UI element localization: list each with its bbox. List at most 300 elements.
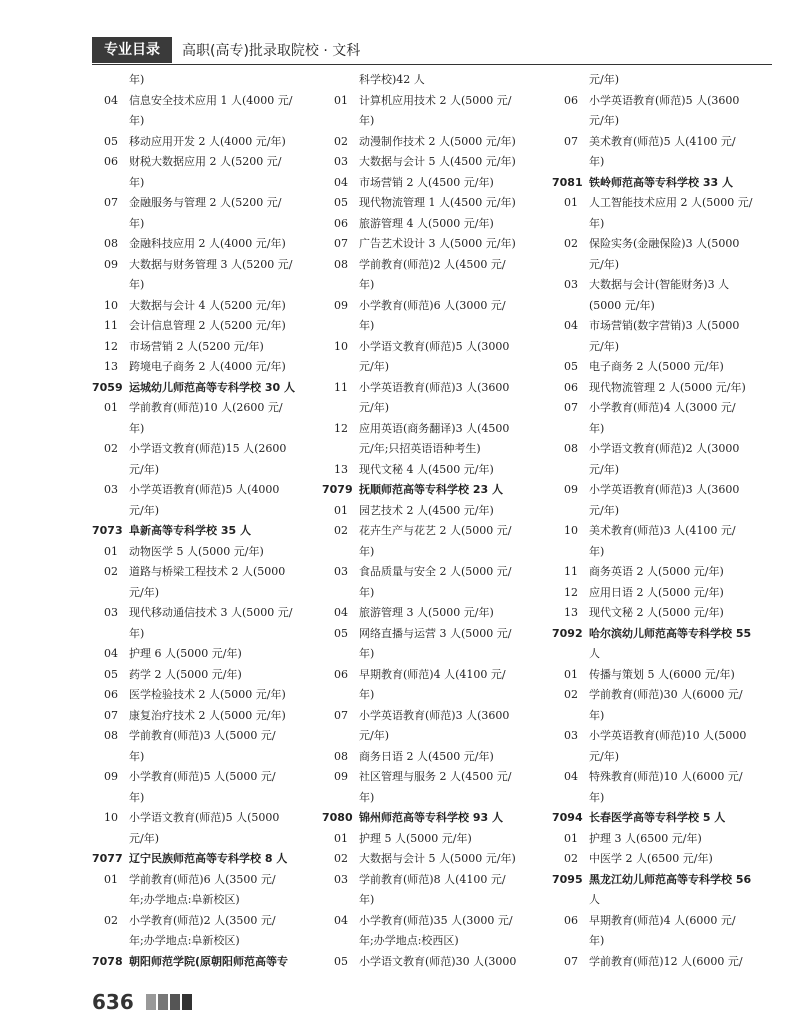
entry-text: 年) [359, 114, 375, 127]
major-entry [552, 275, 777, 296]
column-1 [92, 70, 317, 972]
major-entry [92, 542, 317, 563]
entry-text: 药学 2 人(5000 元/年) [129, 667, 242, 681]
entry-text: 元/年) [129, 462, 159, 476]
school-name: 黑龙江幼儿师范高等专科学校 56 [589, 872, 752, 886]
major-code: 01 [334, 831, 348, 845]
school-heading [92, 952, 317, 973]
major-code: 12 [104, 339, 118, 353]
entry-text: 大数据与财务管理 3 人(5200 元/ [129, 257, 293, 271]
major-entry [92, 603, 317, 624]
major-entry [322, 521, 547, 542]
header-rule [92, 64, 772, 65]
entry-continuation [322, 111, 547, 132]
major-entry [552, 562, 777, 583]
school-heading [92, 849, 317, 870]
major-code: 06 [104, 155, 118, 168]
entry-text: 商务英语 2 人(5000 元/年) [589, 565, 724, 578]
school-name: 运城幼儿师范高等专科学校 30 人 [129, 380, 295, 394]
entry-text: 现代文秘 4 人(4500 元/年) [359, 462, 494, 476]
major-code [552, 706, 589, 727]
school-heading [322, 480, 547, 501]
major-entry [552, 521, 777, 542]
entry-text: 现代文秘 2 人(5000 元/年) [589, 606, 724, 619]
entry-text: 年) [359, 278, 375, 291]
school-name: 哈尔滨幼儿师范高等专科学校 55 [589, 626, 752, 640]
major-code: 05 [104, 134, 118, 148]
school-name: 长春医学高等专科学校 5 人 [589, 811, 726, 824]
major-code: 12 [334, 421, 348, 435]
entry-text: 现代物流管理 1 人(4500 元/年) [359, 196, 516, 209]
entry-text: 市场营销(数字营销)3 人(5000 [589, 319, 740, 332]
major-code [92, 173, 129, 194]
column-3 [552, 70, 777, 972]
entry-text: 小学英语教育(师范)3 人(3600 [589, 483, 740, 496]
major-code [552, 152, 589, 173]
major-entry [92, 562, 317, 583]
entry-continuation [552, 70, 777, 91]
major-entry [322, 132, 547, 153]
major-entry [92, 316, 317, 337]
entry-text: 元/年) [359, 401, 389, 414]
major-entry [92, 152, 317, 173]
major-entry [322, 747, 547, 768]
major-code: 02 [104, 913, 118, 927]
entry-text: 元/年) [589, 114, 619, 127]
major-entry [322, 296, 547, 317]
major-entry [92, 255, 317, 276]
major-code: 13 [564, 606, 578, 619]
major-code [322, 275, 359, 296]
entry-continuation [552, 152, 777, 173]
entry-text: 商务日语 2 人(4500 元/年) [359, 749, 494, 763]
major-code: 06 [564, 93, 578, 107]
entry-text: 小学英语教育(师范)5 人(4000 [129, 483, 280, 496]
entry-text: 小学英语教育(师范)10 人(5000 [589, 729, 747, 742]
entry-text: 学前教育(师范)6 人(3500 元/ [129, 872, 276, 886]
major-code [322, 644, 359, 665]
major-code: 10 [564, 524, 578, 537]
entry-continuation [92, 931, 317, 952]
entry-continuation [92, 890, 317, 911]
major-code [322, 542, 359, 563]
entry-text: 年) [129, 175, 145, 189]
entry-text: 年) [359, 585, 375, 599]
entry-text: 社区管理与服务 2 人(4500 元/ [359, 770, 512, 783]
major-code [92, 460, 129, 481]
major-entry [322, 255, 547, 276]
major-code [322, 726, 359, 747]
major-code [552, 296, 589, 317]
major-code: 04 [334, 913, 348, 927]
major-code: 05 [104, 667, 118, 681]
major-code: 06 [104, 688, 118, 701]
major-code [322, 931, 359, 952]
major-code: 07 [104, 196, 118, 209]
major-entry [92, 911, 317, 932]
section-subtitle: 高职(高专)批录取院校 · 文科 [182, 43, 361, 59]
entry-continuation [92, 70, 317, 91]
entry-text: 食品质量与安全 2 人(5000 元/ [359, 565, 512, 578]
major-code: 04 [564, 319, 578, 332]
major-code: 02 [564, 688, 578, 701]
major-code: 07 [334, 237, 348, 250]
entry-continuation [552, 296, 777, 317]
major-entry [92, 439, 317, 460]
major-code [92, 583, 129, 604]
entry-continuation [92, 214, 317, 235]
major-code [92, 70, 129, 91]
major-code [552, 255, 589, 276]
major-entry [552, 91, 777, 112]
major-entry [552, 480, 777, 501]
page-header [92, 37, 360, 63]
major-entry [322, 378, 547, 399]
entry-continuation [322, 685, 547, 706]
major-entry [92, 193, 317, 214]
entry-text: 小学英语教育(师范)3 人(3600 [359, 380, 510, 394]
major-entry [322, 829, 547, 850]
major-code: 07 [564, 954, 578, 968]
major-entry [552, 583, 777, 604]
major-entry [92, 296, 317, 317]
school-code: 7095 [552, 872, 583, 886]
entry-text: 年) [129, 790, 145, 804]
footer-bar [158, 994, 168, 1010]
school-code: 7077 [92, 852, 123, 865]
major-entry [322, 337, 547, 358]
entry-text: 科学校)42 人 [359, 73, 425, 86]
entry-text: 元/年) [589, 749, 619, 763]
entry-text: 年) [589, 790, 605, 804]
major-entry [322, 460, 547, 481]
entry-text: 年) [129, 626, 145, 640]
major-code [92, 829, 129, 850]
entry-text: 护理 5 人(5000 元/年) [359, 831, 472, 845]
major-entry [322, 173, 547, 194]
entry-text: 财税大数据应用 2 人(5200 元/ [129, 155, 282, 168]
major-code [552, 460, 589, 481]
entry-text: 元/年) [589, 462, 619, 476]
entry-continuation [322, 583, 547, 604]
entry-text: 应用日语 2 人(5000 元/年) [589, 585, 724, 599]
major-code: 04 [104, 93, 118, 107]
school-code: 7079 [322, 483, 353, 496]
entry-text: 元/年) [129, 831, 159, 845]
entry-text: 人工智能技术应用 2 人(5000 元/ [589, 196, 753, 209]
major-code: 11 [334, 380, 348, 394]
entry-text: 人 [589, 893, 600, 906]
major-code: 03 [104, 483, 118, 496]
major-code [552, 644, 589, 665]
major-code [552, 890, 589, 911]
major-code: 01 [334, 93, 348, 107]
major-entry [92, 357, 317, 378]
major-code [552, 214, 589, 235]
major-entry [322, 767, 547, 788]
major-entry [552, 378, 777, 399]
entry-text: 现代移动通信技术 3 人(5000 元/ [129, 606, 293, 619]
entry-text: 人 [589, 647, 600, 660]
major-code: 01 [564, 667, 578, 681]
major-entry [322, 152, 547, 173]
major-code: 10 [104, 811, 118, 824]
major-code [322, 890, 359, 911]
major-entry [552, 952, 777, 973]
entry-continuation [552, 337, 777, 358]
entry-text: 金融服务与管理 2 人(5200 元/ [129, 196, 282, 209]
entry-text: 跨境电子商务 2 人(4000 元/年) [129, 360, 286, 373]
major-entry [552, 132, 777, 153]
school-heading [552, 173, 777, 194]
major-code [92, 419, 129, 440]
major-entry [322, 870, 547, 891]
entry-continuation [552, 460, 777, 481]
major-entry [552, 357, 777, 378]
major-code [92, 747, 129, 768]
entry-text: 网络直播与运营 3 人(5000 元/ [359, 626, 512, 640]
major-code: 09 [334, 770, 348, 783]
entry-text: 年) [589, 216, 605, 230]
major-code [322, 685, 359, 706]
entry-continuation [92, 173, 317, 194]
footer-bars [146, 994, 194, 1010]
school-heading [552, 624, 777, 645]
major-code: 05 [334, 196, 348, 209]
entry-text: 中医学 2 人(6500 元/年) [589, 852, 713, 865]
school-name: 锦州师范高等专科学校 93 人 [359, 811, 503, 824]
entry-text: 元/年;只招英语语种考生) [359, 442, 481, 455]
entry-text: 元/年) [589, 503, 619, 517]
major-entry [322, 665, 547, 686]
entry-continuation [92, 419, 317, 440]
major-code [322, 788, 359, 809]
major-entry [322, 911, 547, 932]
entry-text: 小学教育(师范)6 人(3000 元/ [359, 298, 506, 312]
major-code: 05 [564, 360, 578, 373]
footer-bar [170, 994, 180, 1010]
entry-continuation [322, 542, 547, 563]
entry-text: 信息安全技术应用 1 人(4000 元/ [129, 93, 293, 107]
major-code [92, 501, 129, 522]
major-code: 01 [104, 544, 118, 558]
major-entry [92, 398, 317, 419]
entry-text: 小学教育(师范)4 人(3000 元/ [589, 401, 736, 414]
major-entry [322, 849, 547, 870]
major-code: 10 [334, 339, 348, 353]
major-code: 09 [104, 770, 118, 783]
major-code: 08 [104, 729, 118, 742]
entry-text: 年) [129, 114, 145, 127]
major-entry [552, 193, 777, 214]
major-code: 05 [334, 954, 348, 968]
major-code [92, 214, 129, 235]
major-code: 07 [564, 134, 578, 148]
entry-continuation [92, 624, 317, 645]
major-code: 03 [564, 278, 578, 291]
major-code: 07 [564, 401, 578, 414]
entry-text: 元/年) [589, 73, 619, 86]
major-code: 04 [104, 647, 118, 660]
major-entry [552, 234, 777, 255]
major-code: 01 [104, 872, 118, 886]
major-code [92, 788, 129, 809]
major-code: 06 [334, 667, 348, 681]
major-code: 09 [564, 483, 578, 496]
major-entry [552, 767, 777, 788]
major-code [552, 788, 589, 809]
major-entry [92, 706, 317, 727]
entry-continuation [92, 111, 317, 132]
major-entry [92, 767, 317, 788]
entry-text: 年) [129, 421, 145, 435]
major-code: 04 [334, 606, 348, 619]
major-code: 02 [334, 852, 348, 865]
major-entry [92, 337, 317, 358]
school-name: 辽宁民族师范高等专科学校 8 人 [129, 852, 288, 865]
entry-text: 年;办学地点:阜新校区) [129, 893, 240, 906]
entry-text: 大数据与会计 5 人(4500 元/年) [359, 155, 516, 168]
major-code [552, 501, 589, 522]
major-code: 11 [564, 565, 578, 578]
major-entry [92, 685, 317, 706]
major-code: 02 [334, 524, 348, 537]
entry-continuation [322, 788, 547, 809]
entry-text: 年) [129, 749, 145, 763]
entry-text: 元/年) [129, 585, 159, 599]
major-code: 13 [334, 462, 348, 476]
entry-text: 保险实务(金融保险)3 人(5000 [589, 237, 740, 250]
entry-text: 年) [359, 790, 375, 804]
major-entry [552, 316, 777, 337]
entry-text: 小学语文教育(师范)30 人(3000 [359, 954, 517, 968]
school-code: 7073 [92, 524, 123, 537]
major-code: 08 [104, 237, 118, 250]
major-entry [322, 214, 547, 235]
major-code: 09 [104, 257, 118, 271]
entry-continuation [92, 275, 317, 296]
entry-text: 小学语文教育(师范)15 人(2600 [129, 442, 287, 455]
entry-text: 护理 6 人(5000 元/年) [129, 647, 242, 660]
entry-text: 旅游管理 4 人(5000 元/年) [359, 216, 494, 230]
major-code: 08 [334, 257, 348, 271]
entry-text: 学前教育(师范)30 人(6000 元/ [589, 688, 743, 701]
school-code: 7092 [552, 626, 583, 640]
major-code: 13 [104, 360, 118, 373]
entry-text: 早期教育(师范)4 人(6000 元/ [589, 913, 736, 927]
major-code [552, 747, 589, 768]
entry-continuation [322, 275, 547, 296]
entry-continuation [322, 357, 547, 378]
major-entry [322, 624, 547, 645]
entry-text: 移动应用开发 2 人(4000 元/年) [129, 134, 286, 148]
entry-text: 元/年) [589, 339, 619, 353]
major-entry [92, 480, 317, 501]
major-code: 02 [104, 565, 118, 578]
entry-text: 年) [129, 73, 145, 86]
major-entry [552, 829, 777, 850]
entry-text: 园艺技术 2 人(4500 元/年) [359, 503, 494, 517]
major-code: 04 [564, 770, 578, 783]
major-entry [552, 849, 777, 870]
major-entry [322, 193, 547, 214]
entry-text: (5000 元/年) [589, 298, 655, 312]
major-code: 02 [104, 442, 118, 455]
major-code: 08 [334, 749, 348, 763]
entry-text: 年) [589, 421, 605, 435]
entry-continuation [322, 931, 547, 952]
entry-continuation [92, 583, 317, 604]
major-code [322, 316, 359, 337]
major-code [552, 419, 589, 440]
major-entry [322, 603, 547, 624]
major-code [322, 111, 359, 132]
major-entry [92, 870, 317, 891]
major-code: 06 [564, 913, 578, 927]
entry-text: 年) [129, 278, 145, 291]
entry-text: 年) [589, 708, 605, 722]
entry-text: 小学英语教育(师范)3 人(3600 [359, 708, 510, 722]
entry-continuation [322, 644, 547, 665]
entry-text: 美术教育(师范)3 人(4100 元/ [589, 524, 736, 537]
major-entry [322, 952, 547, 973]
entry-text: 道路与桥梁工程技术 2 人(5000 [129, 565, 286, 578]
major-code: 01 [564, 831, 578, 845]
entry-continuation [552, 706, 777, 727]
entry-text: 学前教育(师范)2 人(4500 元/ [359, 257, 506, 271]
entry-continuation [552, 890, 777, 911]
major-entry [92, 644, 317, 665]
entry-text: 年) [359, 893, 375, 906]
major-code: 08 [564, 442, 578, 455]
entry-continuation [322, 70, 547, 91]
school-name: 阜新高等专科学校 35 人 [129, 524, 251, 537]
entry-continuation [552, 255, 777, 276]
entry-text: 小学英语教育(师范)5 人(3600 [589, 93, 740, 107]
major-entry [552, 685, 777, 706]
entry-text: 现代物流管理 2 人(5000 元/年) [589, 380, 746, 394]
school-code: 7059 [92, 380, 123, 394]
page-footer [92, 990, 194, 1014]
entry-text: 应用英语(商务翻译)3 人(4500 [359, 421, 510, 435]
major-code: 02 [564, 237, 578, 250]
major-entry [92, 726, 317, 747]
major-code [92, 111, 129, 132]
school-code: 7078 [92, 954, 123, 968]
entry-text: 计算机应用技术 2 人(5000 元/ [359, 93, 512, 107]
entry-text: 年;办学地点:校西区) [359, 934, 459, 947]
entry-text: 学前教育(师范)3 人(5000 元/ [129, 729, 276, 742]
entry-continuation [552, 501, 777, 522]
entry-continuation [92, 747, 317, 768]
entry-text: 学前教育(师范)12 人(6000 元/ [589, 954, 743, 968]
entry-text: 小学语文教育(师范)5 人(5000 [129, 811, 280, 824]
major-code: 03 [334, 565, 348, 578]
entry-text: 年) [359, 688, 375, 701]
entry-text: 市场营销 2 人(5200 元/年) [129, 339, 264, 353]
entry-text: 广告艺术设计 3 人(5000 元/年) [359, 237, 516, 250]
entry-continuation [552, 542, 777, 563]
entry-text: 年;办学地点:阜新校区) [129, 934, 240, 947]
school-heading [92, 378, 317, 399]
entry-text: 美术教育(师范)5 人(4100 元/ [589, 134, 736, 148]
entry-text: 动漫制作技术 2 人(5000 元/年) [359, 134, 516, 148]
entry-text: 会计信息管理 2 人(5200 元/年) [129, 319, 286, 332]
footer-bar [146, 994, 156, 1010]
major-code [92, 931, 129, 952]
major-code [322, 70, 359, 91]
major-code: 01 [334, 503, 348, 517]
